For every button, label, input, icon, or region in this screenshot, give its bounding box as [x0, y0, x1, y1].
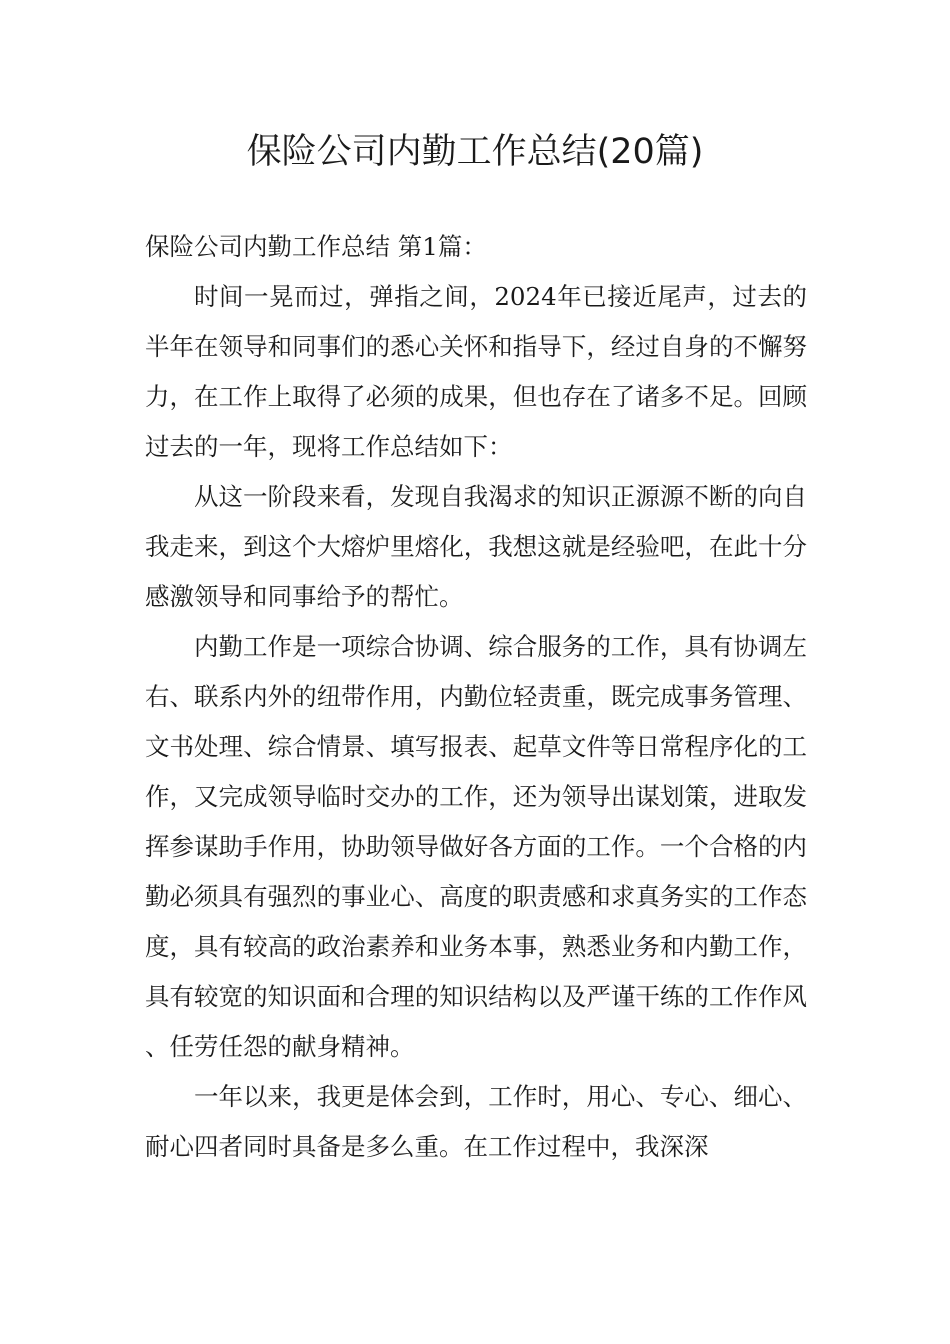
paragraph-3: 内勤工作是一项综合协调、综合服务的工作，具有协调左右、联系内外的纽带作用，内勤位轻责重，既完成事务管理、文书处理、综合情景、填写报表、起草文件等日常程序化的工作，又完成领导临时交办的工作，还为领导出谋划策，进取发挥参谋助手作用，协助领导做好各方面的工作。一个合格的内勤必须具有强烈的事业心、高度的职责感和求真务实的工作态度，具有较高的政治素养和业务本事，熟悉业务和内勤工作，具有较宽的知识面和合理的知识结构以及严谨干练的工作作风、任劳任怨的献身精神。 [145, 632, 807, 1061]
paragraph-4: 一年以来，我更是体会到，工作时，用心、专心、细心、耐心四者同时具备是多么重。在工作过程中，我深深 [145, 1082, 807, 1161]
paragraph-1: 时间一晃而过，弹指之间，2024年已接近尾声，过去的半年在领导和同事们的悉心关怀和指导下，经过自身的不懈努力，在工作上取得了必须的成果，但也存在了诸多不足。回顾过去的一年，现将工作总结如下： [145, 282, 807, 461]
paragraph-2: 从这一阶段来看，发现自我渴求的知识正源源不断的向自我走来，到这个大熔炉里熔化，我想这就是经验吧，在此十分感激领导和同事给予的帮忙。 [145, 482, 807, 611]
document-title: 保险公司内勤工作总结(20篇) [246, 132, 704, 172]
document-body [145, 222, 807, 1172]
section-heading: 保险公司内勤工作总结 第1篇： [145, 232, 487, 261]
